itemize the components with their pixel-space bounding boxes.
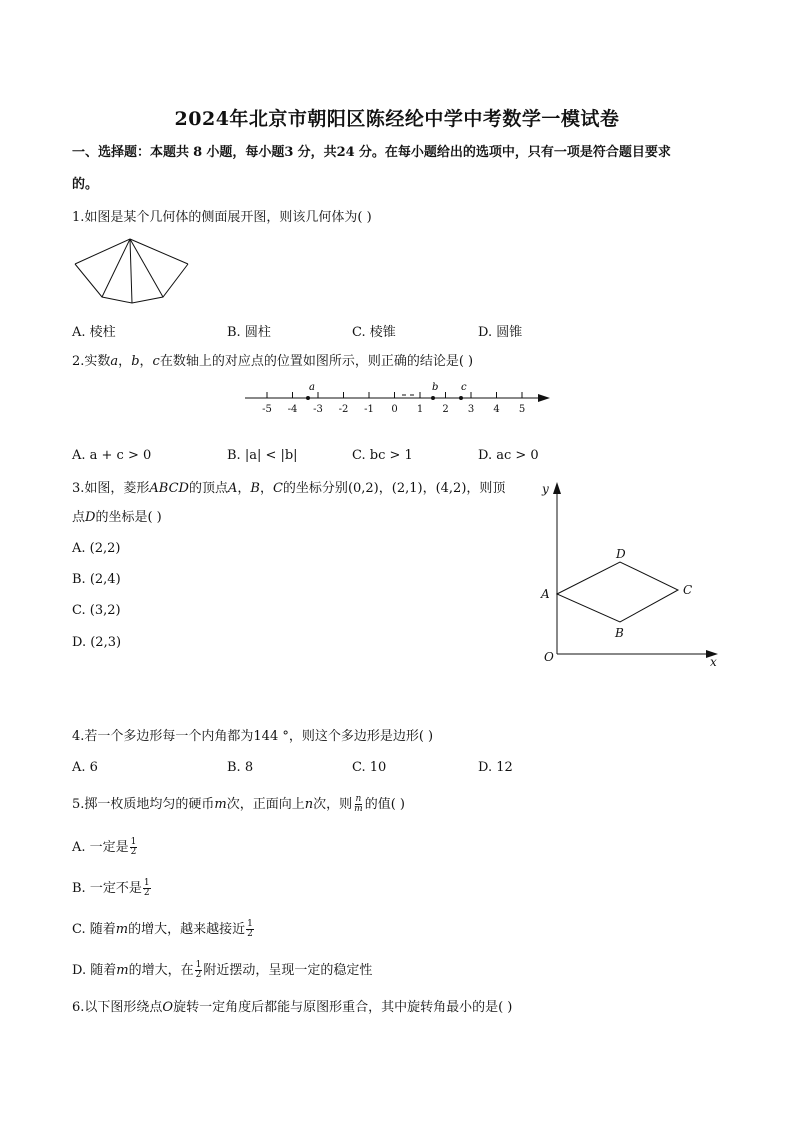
q4-option-d[interactable]: D. 12 xyxy=(478,760,513,775)
tick-label: 2 xyxy=(442,404,449,415)
tick-label: -3 xyxy=(313,404,323,415)
q2-stem: 2.实数a，b，c在数轴上的对应点的位置如图所示，则正确的结论是( ) xyxy=(72,354,474,369)
label-a: a xyxy=(309,382,315,393)
tick-label: 4 xyxy=(493,404,500,415)
page-title: 2024年北京市朝阳区陈经纶中学中考数学一模试卷 xyxy=(174,108,620,130)
q1-option-b[interactable]: B. 圆柱 xyxy=(227,325,271,340)
tick-label: 5 xyxy=(518,404,526,415)
vertex-b-label: B xyxy=(615,626,624,640)
axis-y-label: y xyxy=(542,482,549,496)
tick-label: -5 xyxy=(262,404,272,415)
q1-net-figure xyxy=(70,236,192,308)
origin-label: O xyxy=(544,650,554,664)
q5-option-a[interactable]: A. 一定是 $\frac{1}{2}$ xyxy=(72,837,137,857)
q3-option-a[interactable]: A. (2,2) xyxy=(72,541,121,556)
q1-stem: 1.如图是某个几何体的侧面展开图，则该几何体为( ) xyxy=(72,210,372,225)
vertex-a-label: A xyxy=(541,587,550,601)
q4-option-b[interactable]: B. 8 xyxy=(227,760,254,775)
q1-option-a[interactable]: A. 棱柱 xyxy=(72,325,116,340)
q3-option-c[interactable]: C. (3,2) xyxy=(72,603,121,618)
label-c: c xyxy=(461,382,467,393)
section-heading-cont: 的。 xyxy=(72,177,99,192)
axis-x-label: x xyxy=(710,655,717,669)
q1-option-c[interactable]: C. 棱锥 xyxy=(352,325,396,340)
tick-label: -1 xyxy=(364,404,374,415)
q2-option-d[interactable]: D. ac > 0 xyxy=(478,448,539,463)
tick-label: 0 xyxy=(391,404,398,415)
q4-stem: 4.若一个多边形每一个内角都为144 °，则这个多边形是边形( ) xyxy=(72,729,434,744)
tick-label: 1 xyxy=(416,404,424,415)
q4-option-c[interactable]: C. 10 xyxy=(352,760,387,775)
tick-label: 3 xyxy=(467,404,475,415)
q2-option-a[interactable]: A. a + c > 0 xyxy=(72,448,152,463)
q2-option-b[interactable]: B. |a| < |b| xyxy=(227,448,298,463)
q2-number-line xyxy=(240,378,556,418)
q1-option-d[interactable]: D. 圆锥 xyxy=(478,325,523,340)
label-b: b xyxy=(432,382,439,393)
tick-label: -4 xyxy=(287,404,298,415)
q5-option-d[interactable]: D. 随着m的增大，在 $\frac{1}{2}$ 附近摆动，呈现一定的稳定性 xyxy=(72,960,373,980)
q4-option-a[interactable]: A. 6 xyxy=(72,760,98,775)
fraction-n-over-m: $\frac{n}{m}$ xyxy=(354,794,363,814)
q5-option-c[interactable]: C. 随着m的增大，越来越接近 $\frac{1}{2}$ xyxy=(72,919,253,939)
q3-stem: 3.如图，菱形ABCD的顶点A，B，C的坐标分别(0,2)，(2,1)，(4,2)，则顶 xyxy=(72,481,506,496)
q3-option-d[interactable]: D. (2,3) xyxy=(72,635,122,650)
q3-option-b[interactable]: B. (2,4) xyxy=(72,572,121,587)
q3-stem-cont: 点D的坐标是( ) xyxy=(72,510,162,525)
point-b xyxy=(431,396,435,400)
vertex-c-label: C xyxy=(683,583,693,597)
q5-option-b[interactable]: B. 一定不是 $\frac{1}{2}$ xyxy=(72,878,150,898)
point-c xyxy=(459,396,463,400)
q3-rhombus-figure xyxy=(530,478,730,672)
q6-stem: 6.以下图形绕点O旋转一定角度后都能与原图形重合，其中旋转角最小的是( ) xyxy=(72,1000,513,1015)
point-a xyxy=(306,396,310,400)
q5-stem: 5.掷一枚质地均匀的硬币m次，正面向上n次，则 $\frac{n}{m}$ 的值( ) xyxy=(72,794,405,814)
vertex-d-label: D xyxy=(616,547,626,561)
tick-label: -2 xyxy=(338,404,349,415)
section-heading: 一、选择题：本题共 8 小题，每小题3 分，共24 分。在每小题给出的选项中，只有一项是符合题目要求 xyxy=(72,145,671,160)
q2-option-c[interactable]: C. bc > 1 xyxy=(352,448,413,463)
